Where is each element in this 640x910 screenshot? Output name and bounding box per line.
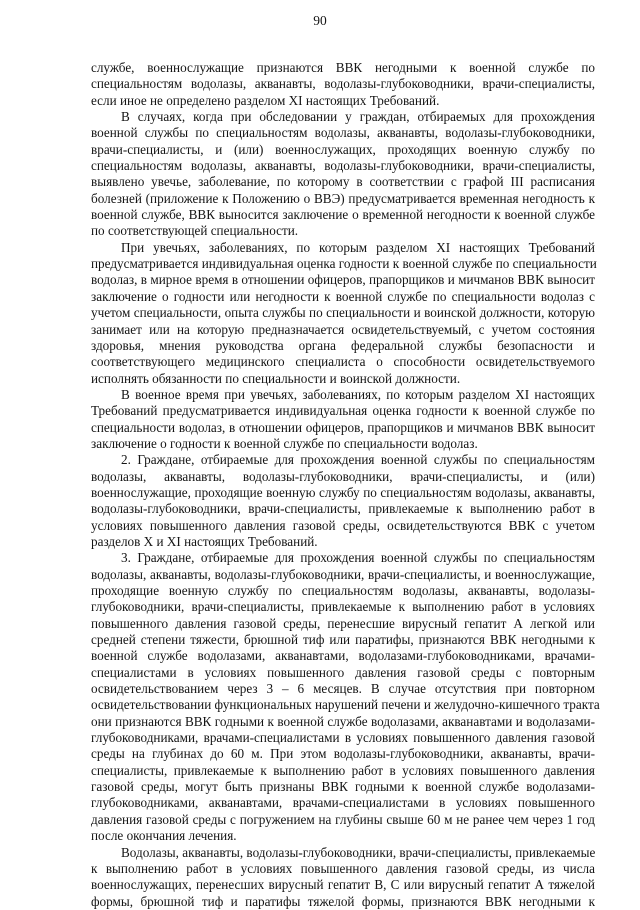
paragraph <box>91 60 595 109</box>
text-line: после окончания лечения. <box>91 828 237 844</box>
paragraph <box>91 452 595 550</box>
text-line: предусматривается индивидуальная оценка годности к военной службе по специальности <box>91 256 597 272</box>
text-line: формы, брюшной тиф и паратифы тяжелой формы, признаются ВВК негодными к <box>91 893 595 909</box>
text-line: Водолазы, акванавты, водолазы-глубоководники, врачи-специалисты, привлекаемые <box>121 844 596 860</box>
text-line: выявлено увечье, заболевание, по которому в соответствии с графой III расписания <box>91 174 595 190</box>
text-line: В случаях, когда при обследовании у граждан, отбираемых для прохождения <box>121 109 595 125</box>
text-line: газовой среды, могут быть признаны ВВК годными к военной службе водолазами- <box>91 779 595 795</box>
text-line: повышенного давления газовой среды, перенесшие вирусный гепатит А легкой или <box>91 615 595 631</box>
text-line: В военное время при увечьях, заболеваниях, по которым разделом XI настоящих <box>121 386 595 402</box>
text-line: давления газовой среды с погружением на глубины свыше 60 м не ранее чем через 1 год <box>91 811 595 827</box>
text-line: если иное не определено разделом XI настоящих Требований. <box>91 92 440 108</box>
text-line: среды на глубинах до 60 м. При этом водолазы-глубоководники, акванавты, врачи- <box>91 746 595 762</box>
document-body <box>91 60 600 910</box>
text-line: врачи-специалисты, и (или) военнослужащих, проходящих военную службу по <box>91 141 595 157</box>
paragraph <box>91 240 595 387</box>
paragraph <box>91 550 600 844</box>
text-line: Требований предусматривается индивидуальная оценка годности к военной службе по <box>91 403 595 419</box>
text-line: занимает или на которую предназначается освидетельствуемый, с учетом состояния <box>91 321 595 337</box>
text-line: глубоководники, врачи-специалисты, привлекаемые к выполнению работ в условиях <box>91 599 595 615</box>
text-line: военнослужащие, проходящие военную службу по специальностям водолазы, акванавты, <box>91 484 595 500</box>
paragraph <box>91 845 595 910</box>
text-line: условиях повышенного давления газовой среды, освидетельствуются ВВК с учетом <box>91 517 595 533</box>
text-line: водолазы, акванавты, водолазы-глубоководники, врачи-специалисты, и военнослужащие, <box>91 566 595 582</box>
text-line: 2. Граждане, отбираемые для прохождения военной службы по специальностям <box>121 452 595 468</box>
text-line: военнослужащих, перенесших вирусный гепатит В, С или вирусный гепатит А тяжелой <box>91 877 595 893</box>
text-line: болезней (приложение к Положению о ВВЭ) предусматривается временная негодность к <box>91 190 595 206</box>
text-line: заключение о годности или негодности к военной службе по специальности водолаз с <box>91 288 595 304</box>
text-line: исполнять обязанности по специальности и воинской должности. <box>91 370 461 386</box>
text-line: освидетельствовании функциональных нарушений печени и желудочно-кишечного тракта <box>91 697 600 713</box>
text-line: заключение о годности к военной службе по специальности водолаз. <box>91 435 478 451</box>
text-line: проходящие военную службу по специальностям водолазы, акванавты, водолазы- <box>91 583 595 598</box>
text-line: военной службе водолазами, акванавтами, водолазами-глубоководниками, врачами- <box>91 648 595 664</box>
text-line: специалистами в условиях повышенного давления газовой среды с повторным <box>91 664 595 680</box>
text-line: 3. Граждане, отбираемые для прохождения военной службы по специальностям <box>121 550 595 566</box>
paragraph <box>91 387 595 452</box>
text-line: разделов X и XI настоящих Требований. <box>91 533 318 549</box>
text-line: водолаз, в мирное время в отношении офицеров, прапорщиков и мичманов ВВК выносит <box>91 272 595 288</box>
text-line: службе, военнослужащие признаются ВВК негодными к военной службе по <box>91 60 595 75</box>
text-line: глубоководниками, врачами-специалистами в условиях повышенного давления газовой <box>91 730 595 746</box>
text-line: При увечьях, заболеваниях, по которым разделом XI настоящих Требований <box>121 239 595 255</box>
text-line: к выполнению работ в условиях повышенного давления газовой среды, из числа <box>91 860 595 876</box>
text-line: военной службе, ВВК выносится заключение о временной негодности к военной службе <box>91 207 595 223</box>
text-line: соответствующего медицинского специалиста о способности освидетельствуемого <box>91 354 595 370</box>
text-line: глубоководниками, акванавтами, врачами-специалистами в условиях повышенного <box>91 795 595 811</box>
text-line: специальностям водолазы, акванавты, водолазы-глубоководники, врачи-специалисты, <box>91 158 595 174</box>
text-line: водолазы, акванавты, водолазы-глубоководники, врачи-специалисты, и (или) <box>91 468 595 484</box>
text-line: средней степени тяжести, брюшной тиф или паратифы, признаются ВВК негодными к <box>91 632 595 648</box>
text-line: они признаются ВВК годными к военной службе водолазами, акванавтами и водолазами- <box>91 713 595 729</box>
text-line: специальностям водолазы, акванавты, водолазы-глубоководники, врачи-специалисты, <box>91 76 595 92</box>
text-line: специальности водолаз, в отношении офицеров, прапорщиков и мичманов ВВК выносит <box>91 419 595 435</box>
text-line: учетом специальности, опыта службы по специальности и воинской должности, которую <box>91 305 595 321</box>
page-number: 90 <box>313 13 327 28</box>
text-line: водолазы-глубоководники, врачи-специалисты, привлекаемые к выполнению работ в <box>91 501 595 517</box>
text-line: по соответствующей специальности. <box>91 223 299 239</box>
text-line: специалисты, привлекаемые к выполнению работ в условиях повышенного давления <box>91 762 595 778</box>
text-line: освидетельствованием через 3 – 6 месяцев. В случае отсутствия при повторном <box>91 681 595 697</box>
paragraph <box>91 109 595 240</box>
text-line: военной службы по специальностям водолазы, акванавты, водолазы-глубоководники, <box>91 125 595 141</box>
text-line: здоровья, мнения руководства органа федеральной службы безопасности и <box>91 337 595 353</box>
